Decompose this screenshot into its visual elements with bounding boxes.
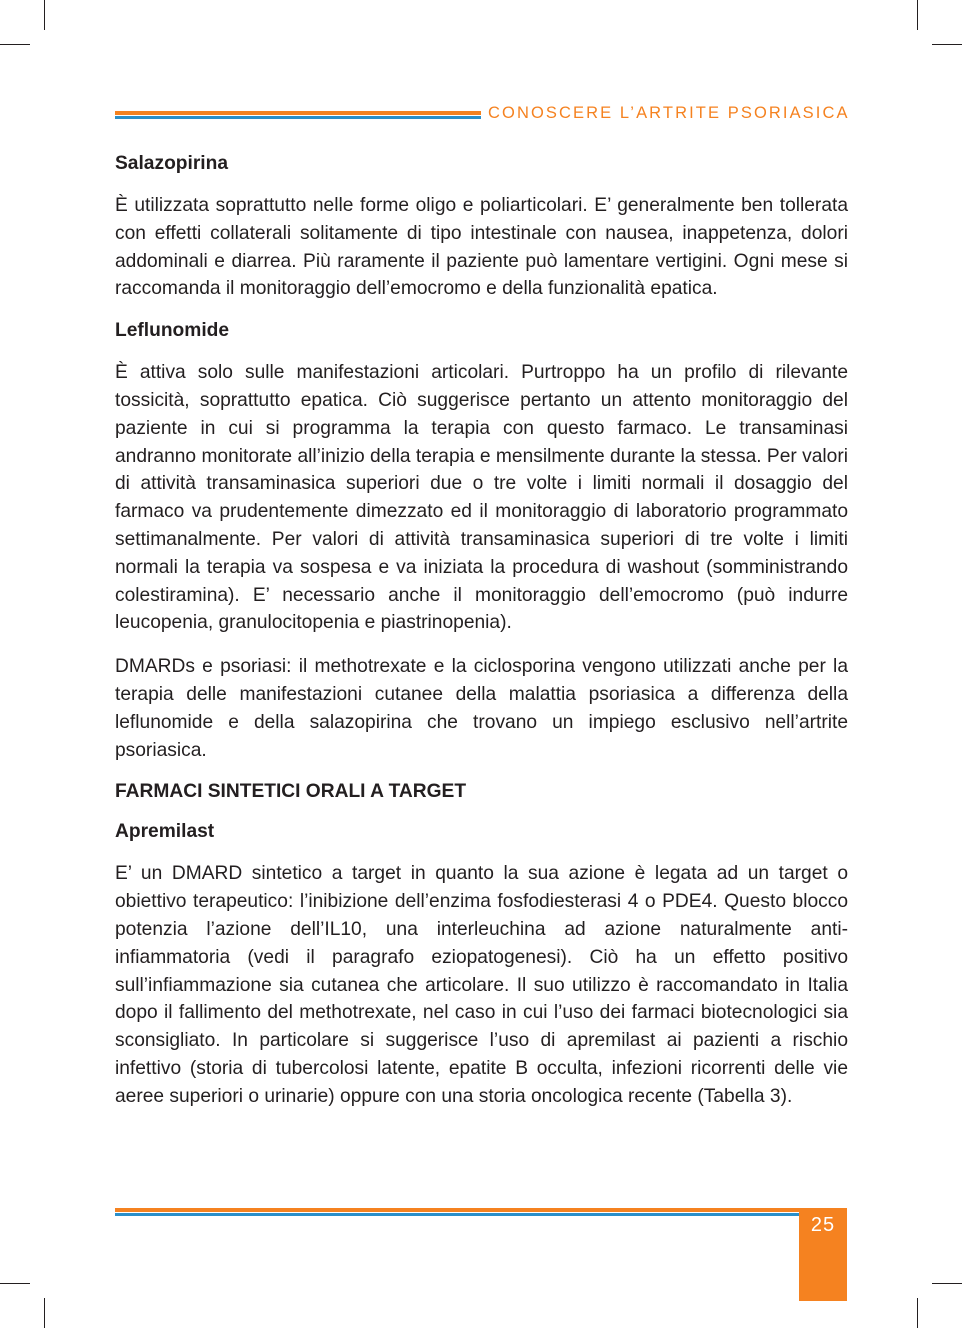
- paragraph-salazopirina: È utilizzata soprattutto nelle forme oligo e poliarticolari. E’ generalmente ben tollerata con effetti collaterali solitamente di tipo intestinale con nausea, inappetenza, dolori addominali e diarrea. Più raramente il paziente può lamentare vertigini. Ogni mese si raccomanda il monitoraggio dell’emocromo e della funzionalità epatica.: [115, 195, 848, 300]
- crop-mark: [0, 1283, 30, 1284]
- page-number-tab: [799, 1208, 847, 1301]
- crop-mark: [932, 1283, 962, 1284]
- crop-mark: [932, 44, 962, 45]
- section-title-salazopirina: Salazopirina: [115, 153, 229, 174]
- paragraph-leflunomide: È attiva solo sulle manifestazioni articolari. Purtroppo ha un profilo di rilevante tossicità, soprattutto epatica. Ciò suggerisce pertanto un attento monitoraggio del paziente in cui si programma la terapia con questo farmaco. Le transaminasi andranno monitorate all’inizio della terapia e mensilmente durante la stessa. Per valori di attività transaminasica superiori due o tre volte i limiti normali il dosaggio del farmaco va prudentemente dimezzato ed il monitoraggio di laboratorio programmato settimanalmente. Per valori di attività transaminasica superiori di tre volte i limiti normali la terapia va sospesa e va iniziata la procedura di washout (somministrando colestiramina). E’ necessario anche il monitoraggio dell’emocromo (può indurre leucopenia, granulocitopenia e piastrinopenia).: [115, 362, 848, 634]
- section-title-leflunomide: Leflunomide: [115, 320, 230, 342]
- footer-rule-orange: [115, 1208, 799, 1212]
- crop-mark: [917, 1298, 918, 1328]
- crop-mark: [44, 0, 45, 30]
- page-number: 25: [810, 1214, 836, 1236]
- header-rule-blue: [115, 116, 481, 119]
- page-content: [115, 152, 848, 1127]
- crop-mark: [0, 44, 30, 45]
- crop-mark: [44, 1298, 45, 1328]
- header-rule-orange: [115, 111, 481, 115]
- crop-mark: [917, 0, 918, 30]
- footer-rule-blue: [115, 1213, 799, 1216]
- paragraph-apremilast: E’ un DMARD sintetico a target in quanto la sua azione è legata ad un target o obiettivo terapeutico: l’inibizione dell’enzima fosfodiesterasi 4 o PDE4. Questo blocco potenzia l’azione dell’IL10, una interleuchina ad azione naturalmente anti-infiammatoria (vedi il paragrafo eziopatogenesi). Ciò ha un effetto positivo sull’infiammazione sia cutanea che articolare. Il suo utilizzo è raccomandato in Italia dopo il fallimento del methotrexate, nel caso in cui l’uso dei farmaci biotecnologici sia sconsigliato. In particolare si suggerisce l’uso di apremilast ai pazienti a rischio infettivo (storia di tubercolosi latente, epatite B occulta, infezioni ricorrenti delle vie aeree superiori o urinarie) oppure con una storia oncologica recente (Tabella 3).: [115, 863, 848, 1107]
- paragraph-dmards: DMARDs e psoriasi: il methotrexate e la ciclosporina vengono utilizzati anche per la terapia delle manifestazioni cutanee della malattia psoriasica a differenza della leflunomide e della salazopirina che trovano un impiego esclusivo nell’artrite psoriasica.: [115, 656, 848, 761]
- section-title-apremilast: Apremilast: [115, 821, 215, 843]
- running-head: CONOSCERE L’ARTRITE PSORIASICA: [488, 104, 850, 122]
- section-title-farmaci: FARMACI SINTETICI ORALI A TARGET: [115, 781, 467, 803]
